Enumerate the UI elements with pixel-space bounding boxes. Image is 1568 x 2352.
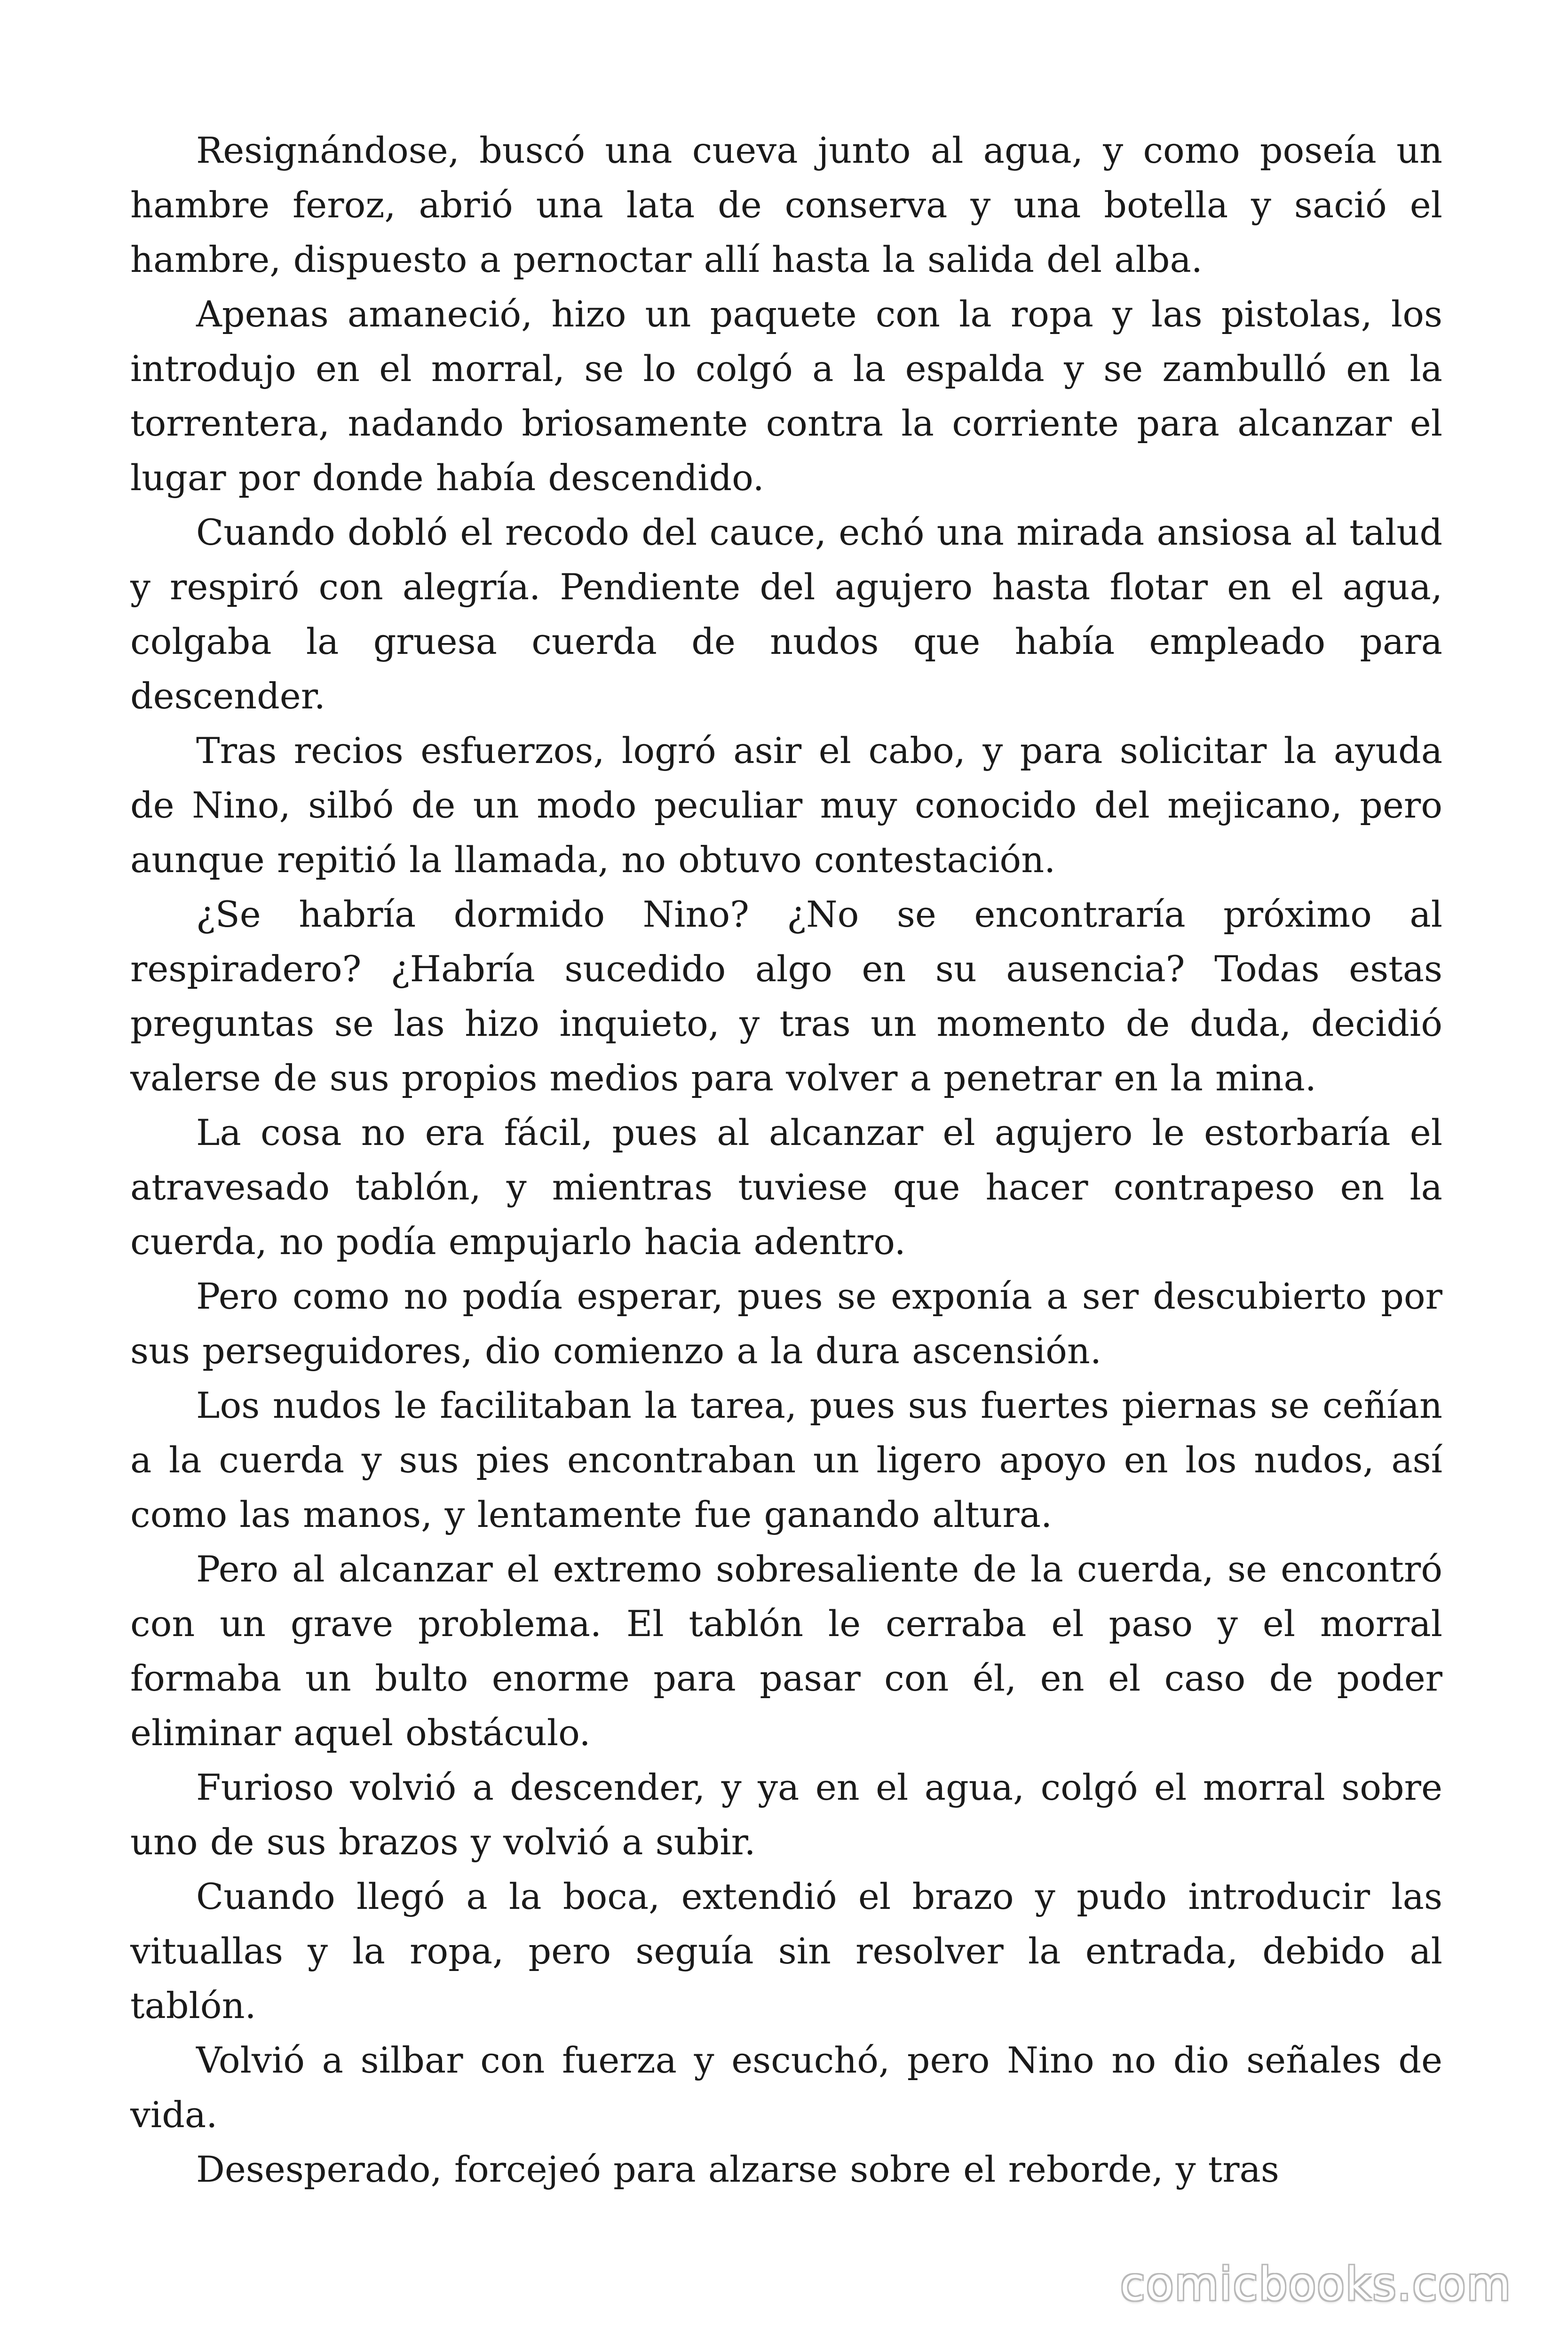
watermark: comicbooks.com bbox=[1120, 2258, 1512, 2311]
paragraph-11: Cuando llegó a la boca, extendió el brazo y pudo introducir las vituallas y la ropa, pero seguía sin resolver la entrada, debido al tablón. bbox=[130, 1875, 1442, 2026]
paragraph-3: Cuando dobló el recodo del cauce, echó una mirada ansiosa al talud y respiró con alegría. Pendiente del agujero hasta flotar en el agua, colgaba la gruesa cuerda de nudos que había empleado para descender. bbox=[130, 511, 1442, 717]
paragraph-9: Pero al alcanzar el extremo sobresaliente de la cuerda, se encontró con un grave problema. El tablón le cerraba el paso y el morral formaba un bulto enorme para pasar con él, en el caso de poder eliminar aquel obstáculo. bbox=[130, 1548, 1442, 1754]
paragraph-6: La cosa no era fácil, pues al alcanzar el agujero le estorbaría el atravesado tablón, y mientras tuviese que hacer contrapeso en la cuerda, no podía empujarlo hacia adentro. bbox=[130, 1112, 1442, 1263]
paragraph-10: Furioso volvió a descender, y ya en el agua, colgó el morral sobre uno de sus brazos y volvió a subir. bbox=[130, 1766, 1442, 1863]
paragraph-5: ¿Se habría dormido Nino? ¿No se encontraría próximo al respiradero? ¿Habría sucedido algo en su ausencia? Todas estas preguntas se las hizo inquieto, y tras un momento de duda, decidió valerse de sus propios medios para volver a penetrar en la mina. bbox=[130, 893, 1442, 1099]
body-text bbox=[130, 123, 1442, 2197]
paragraph-12: Volvió a silbar con fuerza y escuchó, pero Nino no dio señales de vida. bbox=[130, 2039, 1442, 2136]
paragraph-1: Resignándose, buscó una cueva junto al agua, y como poseía un hambre feroz, abrió una lata de conserva y una botella y sació el hambre, dispuesto a pernoctar allí hasta la salida del alba. bbox=[130, 129, 1442, 280]
paragraph-4: Tras recios esfuerzos, logró asir el cabo, y para solicitar la ayuda de Nino, silbó de un modo peculiar muy conocido del mejicano, pero aunque repitió la llamada, no obtuvo contestación. bbox=[130, 730, 1442, 881]
paragraph-7: Pero como no podía esperar, pues se exponía a ser descubierto por sus perseguidores, dio comienzo a la dura ascensión. bbox=[130, 1275, 1442, 1372]
paragraph-13: Desesperado, forcejeó para alzarse sobre el reborde, y tras bbox=[196, 2148, 1279, 2190]
paragraph-2: Apenas amaneció, hizo un paquete con la ropa y las pistolas, los introdujo en el morral, se lo colgó a la espalda y se zambulló en la torrentera, nadando briosamente contra la corriente para alcanzar el lugar por donde había descendido. bbox=[130, 293, 1442, 499]
paragraph-8: Los nudos le facilitaban la tarea, pues sus fuertes piernas se ceñían a la cuerda y sus pies encontraban un ligero apoyo en los nudos, así como las manos, y lentamente fue ganando altura. bbox=[130, 1384, 1442, 1535]
